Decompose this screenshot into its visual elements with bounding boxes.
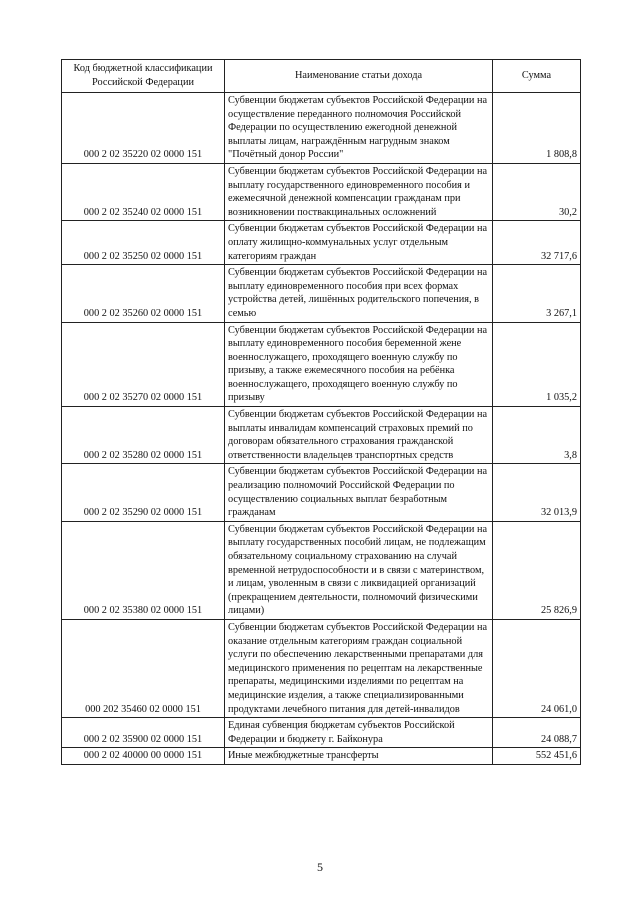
row-name: Субвенции бюджетам субъектов Российской Федерации на выплату государственного единовременного пособия и ежемесячной денежной компенсации гражданам при возникновении поствакцинальных осложнений: [225, 163, 493, 220]
table-row: [62, 221, 581, 265]
header-code: Код бюджетной классификации Российской Федерации: [62, 60, 225, 93]
table-row: [62, 619, 581, 717]
row-name: Субвенции бюджетам субъектов Российской Федерации на реализацию полномочий Российской Федерации по осуществлению социальных выплат безработным гражданам: [225, 464, 493, 521]
table-row: [62, 93, 581, 164]
row-sum: 30,2: [493, 163, 581, 220]
row-name: Субвенции бюджетам субъектов Российской Федерации на выплату единовременного пособия беременной жене военнослужащего, проходящего военную службу по призыву, а также ежемесячного пособия на ребёнка военнослужащего, проходящего военную службу по призыву: [225, 322, 493, 407]
table-row: [62, 265, 581, 322]
row-sum: 25 826,9: [493, 521, 581, 619]
table-row: [62, 718, 581, 748]
row-name: Единая субвенция бюджетам субъектов Российской Федерации и бюджету г. Байконура: [225, 718, 493, 748]
row-name: Иные межбюджетные трансферты: [225, 748, 493, 765]
row-code: 000 202 35460 02 0000 151: [62, 619, 225, 717]
row-code: 000 2 02 35260 02 0000 151: [62, 265, 225, 322]
row-sum: 3,8: [493, 407, 581, 464]
row-code: 000 2 02 35270 02 0000 151: [62, 322, 225, 407]
table-header-row: [62, 60, 581, 93]
row-name: Субвенции бюджетам субъектов Российской Федерации на оказание отдельным категориям граждан социальной услуги по обеспечению лекарственными препаратами для медицинского применения по рецептам на лекарственные препараты, медицинскими изделиями по рецептам на медицинские изделия, а также специализированными продуктами лечебного питания для детей-инвалидов: [225, 619, 493, 717]
table-row: [62, 464, 581, 521]
row-sum: 24 061,0: [493, 619, 581, 717]
header-name: Наименование статьи дохода: [225, 60, 493, 93]
row-name: Субвенции бюджетам субъектов Российской Федерации на выплаты инвалидам компенсаций страховых премий по договорам обязательного страхования гражданской ответственности владельцев транспортных средств: [225, 407, 493, 464]
row-sum: 24 088,7: [493, 718, 581, 748]
table-row: [62, 322, 581, 407]
row-code: 000 2 02 35280 02 0000 151: [62, 407, 225, 464]
row-code: 000 2 02 35250 02 0000 151: [62, 221, 225, 265]
table-row: [62, 407, 581, 464]
row-code: 000 2 02 35240 02 0000 151: [62, 163, 225, 220]
row-code: 000 2 02 35380 02 0000 151: [62, 521, 225, 619]
row-sum: 3 267,1: [493, 265, 581, 322]
table-row: [62, 748, 581, 765]
row-code: 000 2 02 35290 02 0000 151: [62, 464, 225, 521]
header-sum: Сумма: [493, 60, 581, 93]
revenue-table: [61, 59, 581, 765]
row-name: Субвенции бюджетам субъектов Российской Федерации на оплату жилищно-коммунальных услуг отдельным категориям граждан: [225, 221, 493, 265]
row-sum: 32 717,6: [493, 221, 581, 265]
table-row: [62, 163, 581, 220]
row-sum: 1 035,2: [493, 322, 581, 407]
row-sum: 1 808,8: [493, 93, 581, 164]
row-sum: 32 013,9: [493, 464, 581, 521]
row-code: 000 2 02 35900 02 0000 151: [62, 718, 225, 748]
row-code: 000 2 02 35220 02 0000 151: [62, 93, 225, 164]
table-row: [62, 521, 581, 619]
row-name: Субвенции бюджетам субъектов Российской Федерации на осуществление переданного полномочия Российской Федерации по осуществлению ежегодной денежной выплаты лицам, награждённым нагрудным знаком "Почётный донор России": [225, 93, 493, 164]
row-sum: 552 451,6: [493, 748, 581, 765]
row-name: Субвенции бюджетам субъектов Российской Федерации на выплату единовременного пособия при всех формах устройства детей, лишённых родительского попечения, в семью: [225, 265, 493, 322]
page-number: 5: [317, 860, 323, 874]
row-code: 000 2 02 40000 00 0000 151: [62, 748, 225, 765]
row-name: Субвенции бюджетам субъектов Российской Федерации на выплату государственных пособий лицам, не подлежащим обязательному социальному страхованию на случай временной нетрудоспособности и в связи с материнством, и лицам, уволенным в связи с ликвидацией организаций (прекращением деятельности, полномочий физическими лицами): [225, 521, 493, 619]
